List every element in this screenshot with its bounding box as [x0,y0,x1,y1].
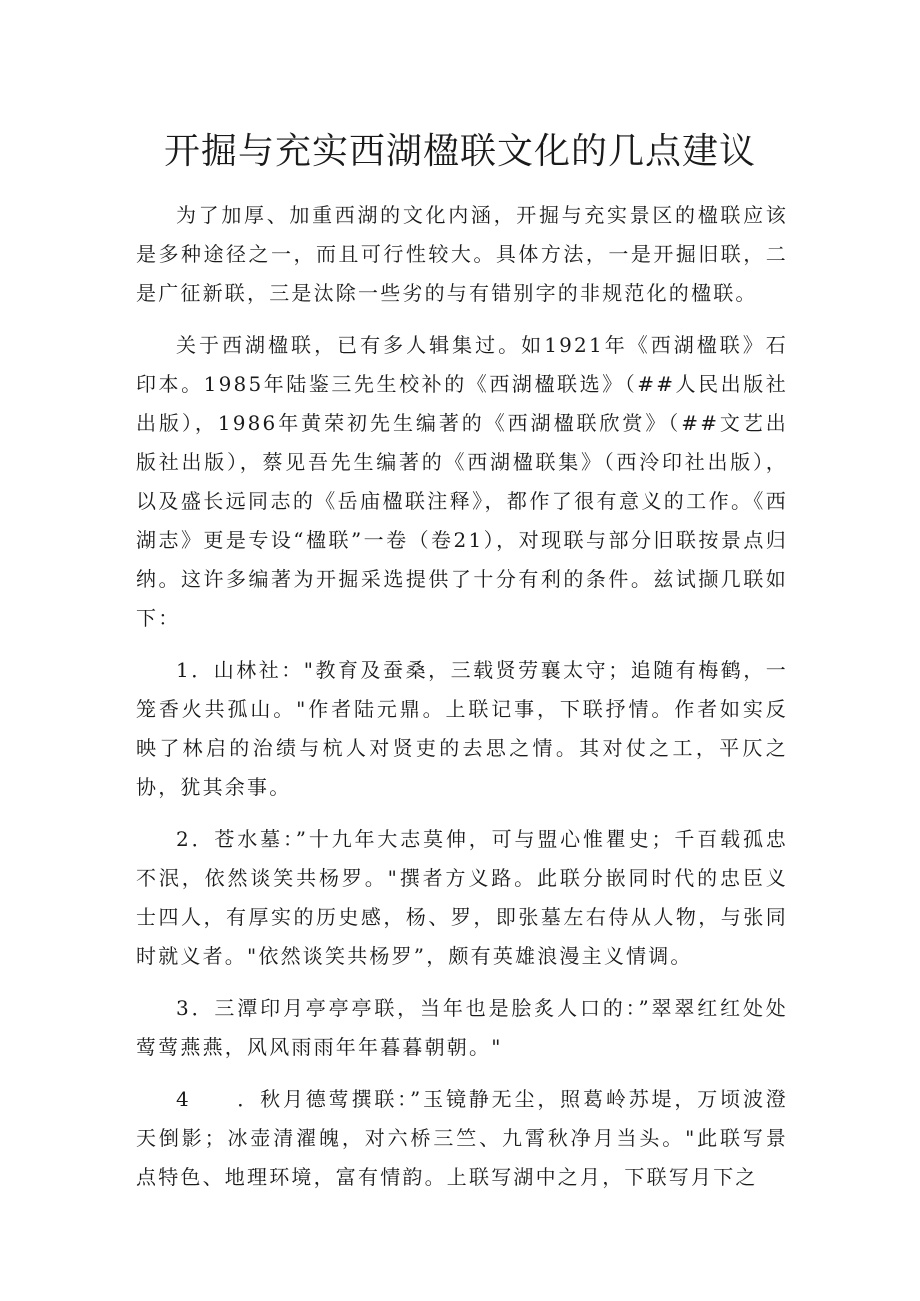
paragraph-item-1: 1．山林社："教育及蚕桑，三载贤劳襄太守；追随有梅鹤，一笼香火共孤山。"作者陆元鼎。上联记事，下联抒情。作者如实反映了林启的治绩与杭人对贤吏的去思之情。其对仗之工，平仄之协，犹其余事。 [136,658,788,799]
document-body [136,196,788,1210]
paragraph-intro: 为了加厚、加重西湖的文化内涵，开掘与充实景区的楹联应该是多种途径之一，而且可行性较大。具体方法，一是开掘旧联，二是广征新联，三是汰除一些劣的与有错别字的非规范化的楹联。 [136,203,788,305]
paragraph-collections: 关于西湖楹联，已有多人辑集过。如1921年《西湖楹联》石印本。1985年陆鉴三先生校补的《西湖楹联选》（##人民出版社出版），1986年黄荣初先生编著的《西湖楹联欣赏》（##文艺出版社出版），蔡见吾先生编著的《西湖楹联集》（西泠印社出版），以及盛长远同志的《岳庙楹联注释》，都作了很有意义的工作。《西湖志》更是专设“楹联”一卷（卷21），对现联与部分旧联按景点归纳。这许多编著为开掘采选提供了十分有利的条件。兹试撷几联如下： [136,333,788,630]
document-title: 开掘与充实西湖楹联文化的几点建议 [163,131,756,172]
paragraph-item-3: 3．三潭印月亭亭亭联，当年也是脍炙人口的：”翠翠红红处处莺莺燕燕，风风雨雨年年暮暮朝朝。" [136,996,788,1059]
paragraph-item-2: 2．苍水墓：”十九年大志莫伸，可与盟心惟瞿史；千百载孤忠不泯，依然谈笑共杨罗。"撰者方义路。此联分嵌同时代的忠臣义士四人，有厚实的历史感，杨、罗，即张墓左右侍从人物，与张同时就义者。"依然谈笑共杨罗”，颇有英雄浪漫主义情调。 [136,827,788,968]
paragraph-item-4: 4 ．秋月德莺撰联：”玉镜静无尘，照葛岭苏堤，万顷波澄天倒影；冰壶清濯魄，对六桥三竺、九霄秋净月当头。"此联写景点特色、地理环境，富有情韵。上联写湖中之月，下联写月下之 [136,1087,788,1189]
